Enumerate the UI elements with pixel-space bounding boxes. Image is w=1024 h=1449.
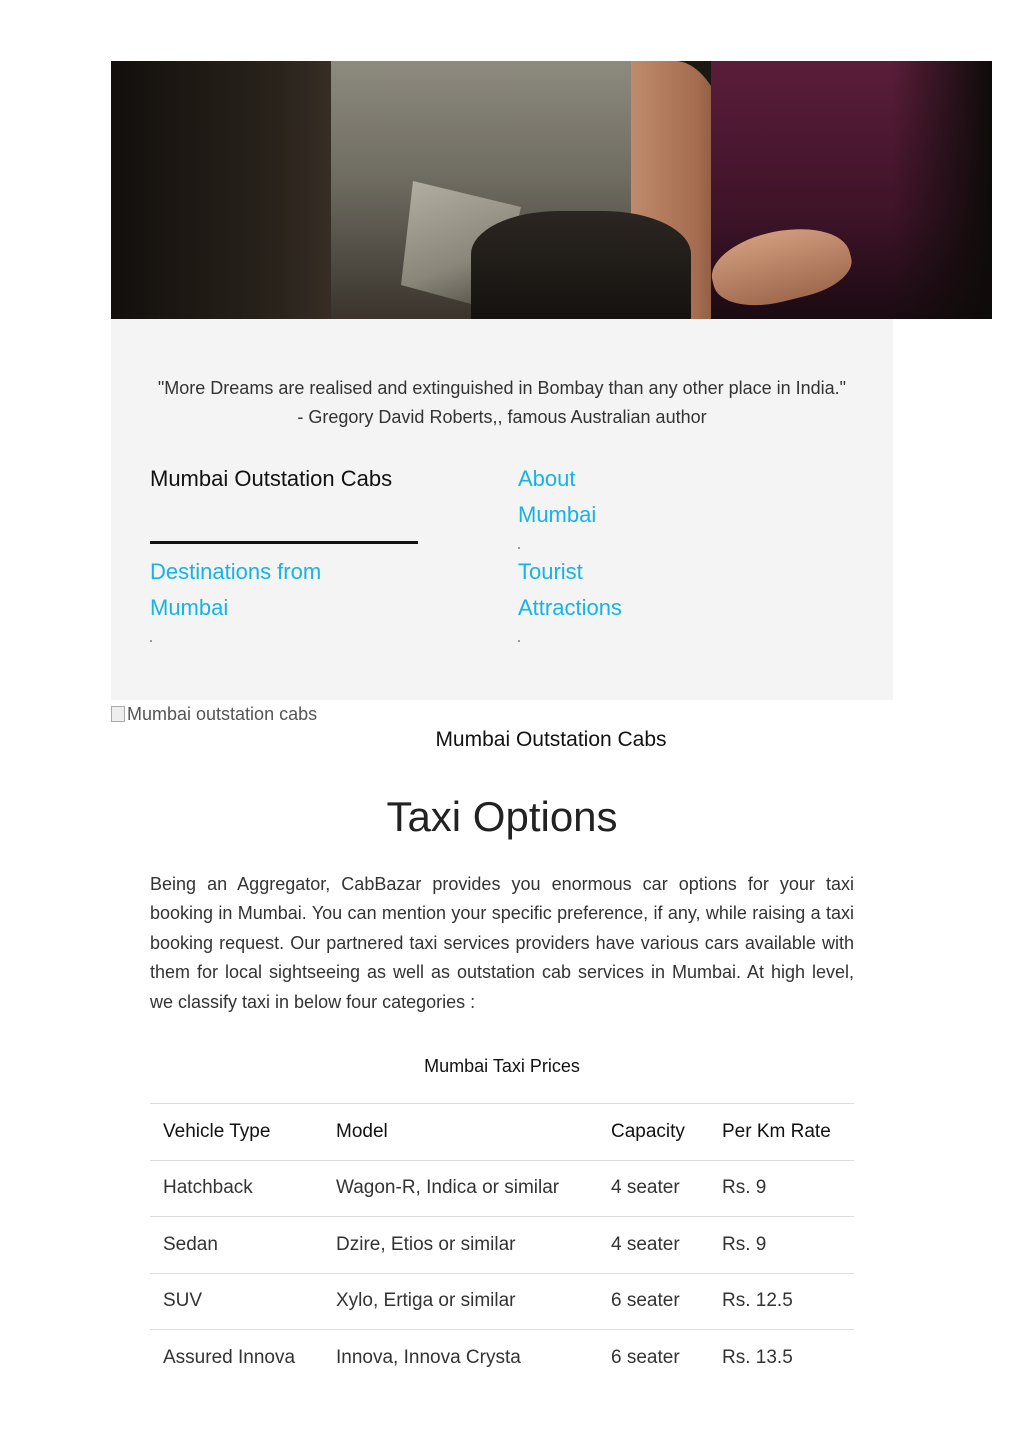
tab-tourist-attractions-label: Tourist Attractions: [518, 559, 622, 620]
quote-block: [111, 374, 893, 432]
image-caption: Mumbai Outstation Cabs: [435, 728, 667, 751]
broken-image-alt: Mumbai outstation cabs: [127, 704, 318, 724]
tab-outstation-cabs-label: Mumbai Outstation Cabs: [150, 466, 393, 491]
cell-rate: Rs. 9: [709, 1217, 854, 1274]
broken-image: [111, 702, 317, 726]
cell-capacity: 4 seater: [598, 1217, 709, 1274]
section-title: Taxi Options: [386, 793, 618, 840]
tab-about-mumbai-marker: [518, 547, 520, 549]
tab-active-underline: [150, 541, 418, 544]
table-header-row: [150, 1104, 854, 1161]
cell-rate: Rs. 13.5: [709, 1330, 854, 1387]
cell-model: Innova, Innova Crysta: [323, 1330, 598, 1387]
table-row: [150, 1217, 854, 1274]
tab-about-mumbai[interactable]: [518, 461, 628, 533]
cell-vehicle-type: Sedan: [150, 1217, 323, 1274]
hero-background: [111, 61, 351, 319]
tab-tourist-attractions[interactable]: [518, 554, 668, 626]
cell-vehicle-type: SUV: [150, 1273, 323, 1330]
cell-model: Dzire, Etios or similar: [323, 1217, 598, 1274]
table-row: [150, 1330, 854, 1387]
section-body: Being an Aggregator, CabBazar provides you enormous car options for your taxi booking in Mumbai. You can mention your specific preference, if any, while raising a taxi booking request. Our partnered taxi services providers have various cars available with them for local sightseeing as well as outstation cab services in Mumbai. At high level, we classify taxi in below four categories :: [150, 874, 854, 1012]
cell-vehicle-type: Assured Innova: [150, 1330, 323, 1387]
quote-author: - Gregory David Roberts,, famous Australian author: [297, 407, 707, 427]
table-row: [150, 1273, 854, 1330]
cell-vehicle-type: Hatchback: [150, 1160, 323, 1217]
header-rate: Per Km Rate: [709, 1104, 854, 1161]
header-model: Model: [323, 1104, 598, 1161]
tab-outstation-cabs[interactable]: [150, 461, 420, 497]
tab-about-mumbai-label: About Mumbai: [518, 466, 597, 527]
hero-shadow: [892, 61, 992, 319]
cell-model: Wagon-R, Indica or similar: [323, 1160, 598, 1217]
cell-capacity: 6 seater: [598, 1273, 709, 1330]
cell-capacity: 4 seater: [598, 1160, 709, 1217]
hero-image: [111, 61, 992, 319]
tab-destinations-label: Destinations from Mumbai: [150, 559, 322, 620]
broken-image-icon: [111, 706, 125, 722]
table-row: [150, 1160, 854, 1217]
cell-rate: Rs. 9: [709, 1160, 854, 1217]
cell-capacity: 6 seater: [598, 1330, 709, 1387]
tab-destinations-marker: [150, 640, 152, 642]
cell-model: Xylo, Ertiga or similar: [323, 1273, 598, 1330]
quote-text: "More Dreams are realised and extinguished in Bombay than any other place in India.": [157, 378, 847, 398]
price-table: [150, 1103, 854, 1386]
header-capacity: Capacity: [598, 1104, 709, 1161]
tab-tourist-attractions-marker: [518, 640, 520, 642]
tab-destinations[interactable]: [150, 554, 380, 626]
cell-rate: Rs. 12.5: [709, 1273, 854, 1330]
table-title: Mumbai Taxi Prices: [424, 1056, 580, 1076]
quote-panel: [111, 319, 893, 700]
header-vehicle-type: Vehicle Type: [150, 1104, 323, 1161]
hero-lap: [471, 211, 691, 319]
